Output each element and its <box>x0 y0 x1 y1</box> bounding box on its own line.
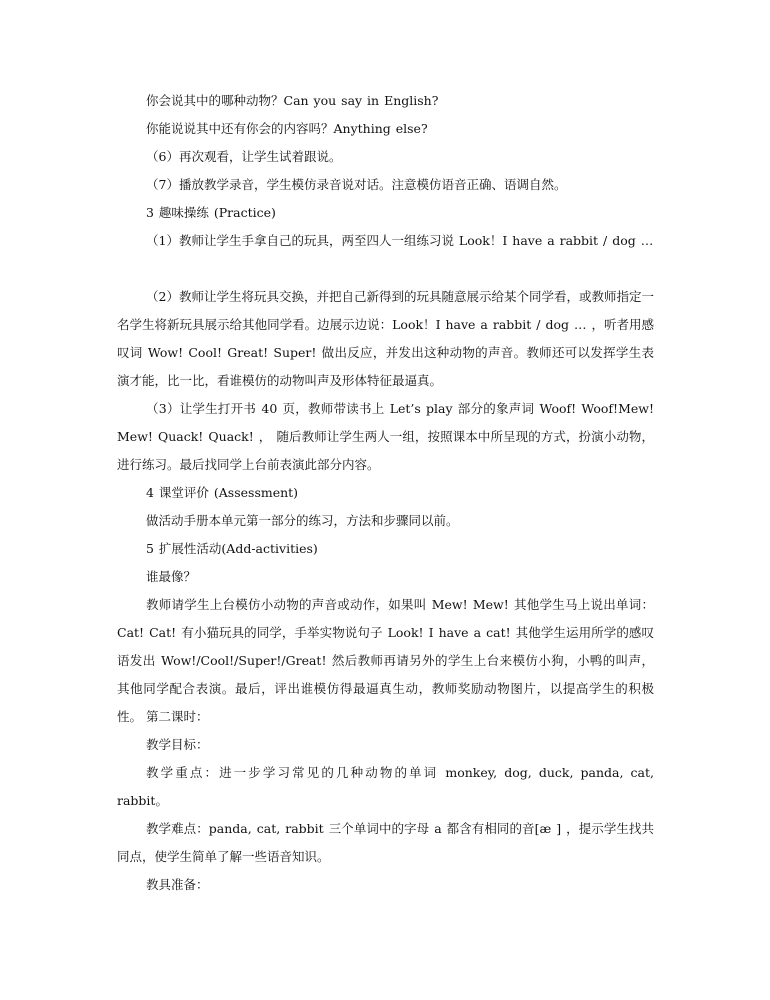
paragraph-add-activity: 教师请学生上台模仿小动物的声音或动作，如果叫 Mew! Mew! 其他学生马上说出单词：Cat! Cat! 有小猫玩具的同学，手举实物说句子 Look! I have a cat! 其他学生运用所学的感叹语发出 Wow!/Cool!/Super!/Great! 然后教师再请另外的学生上台来模仿小狗，小鸭的叫声，其他同学配合表演。最后，评出谁模仿得最逼真生动，教师奖励动物图片，以提高学生的积极性。 <box>117 597 654 724</box>
paragraph-practice-1: （1）教师让学生手拿自己的玩具，两至四人一组练习说 Look！I have a rabbit / dog … <box>146 233 654 248</box>
paragraph-difficulties: 教学难点：panda, cat, rabbit 三个单词中的字母 a 都含有相同的音[æ ] ，提示学生找共同点，使学生简单了解一些语音知识。 <box>117 821 654 864</box>
paragraph-1: 你会说其中的哪种动物？Can you say in English? <box>146 93 439 108</box>
paragraph-key-points: 教学重点：进一步学习常见的几种动物的单词 monkey, dog, duck, panda, cat, rabbit。 <box>117 765 654 808</box>
paragraph-assessment: 做活动手册本单元第一部分的练习，方法和步骤同以前。 <box>146 513 459 528</box>
paragraph-2: 你能说说其中还有你会的内容吗？Anything else? <box>146 121 428 136</box>
heading-materials: 教具准备： <box>146 877 209 892</box>
paragraph-3: （6）再次观看，让学生试着跟说。 <box>146 149 342 164</box>
section-heading-practice: 3 趣味操练 (Practice) <box>146 205 276 220</box>
heading-second-lesson: 第二课时： <box>146 709 209 724</box>
heading-teaching-goals: 教学目标： <box>146 737 209 752</box>
paragraph-who-is-like: 谁最像？ <box>146 569 197 584</box>
section-heading-add-activities: 5 扩展性活动(Add-activities) <box>146 541 318 556</box>
paragraph-4: （7）播放教学录音，学生模仿录音说对话。注意模仿语音正确、语调自然。 <box>146 177 567 192</box>
section-heading-assessment: 4 课堂评价 (Assessment) <box>146 485 299 500</box>
paragraph-practice-2: （2）教师让学生将玩具交换，并把自己新得到的玩具随意展示给某个同学看，或教师指定一名学生将新玩具展示给其他同学看。边展示边说：Look！I have a rabbit / dog … ，听者用感叹词 Wow! Cool! Great! Super! 做出反应，并发出这种动物的声音。教师还可以发挥学生表演才能，比一比，看谁模仿的动物叫声及形体特征最逼真。 <box>117 289 654 388</box>
paragraph-practice-3: （3）让学生打开书 40 页，教师带读书上 Let’s play 部分的象声词 Woof! Woof!Mew! Mew! Quack! Quack! ， 随后教师让学生两人一组，按照课本中所呈现的方式，扮演小动物，进行练习。最后找同学上台前表演此部分内容。 <box>117 401 654 472</box>
